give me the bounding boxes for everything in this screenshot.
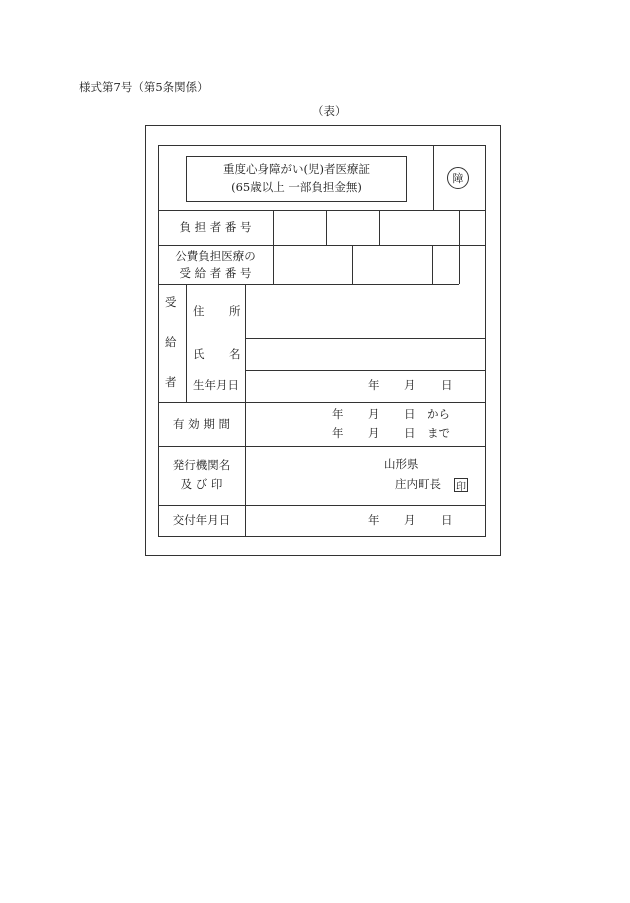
row-divider [158, 505, 486, 506]
validity-from-year: 年 [332, 407, 344, 421]
issuer-official: 庄内町長 [395, 477, 441, 491]
row-divider [158, 284, 459, 285]
digit-divider [459, 210, 460, 284]
validity-to-month: 月 [368, 426, 380, 440]
birthdate-label: 生年月日 [193, 378, 239, 392]
address-label-a: 住 [193, 304, 205, 318]
validity-from-day: 日 [404, 407, 416, 421]
recipient-vertical-3: 者 [165, 375, 177, 389]
issue-date-label: 交付年月日 [172, 513, 231, 527]
validity-label: 有 効 期 間 [173, 417, 230, 431]
recipient-vertical-1: 受 [165, 295, 177, 309]
digit-divider [379, 210, 380, 245]
digit-divider [326, 210, 327, 245]
digit-divider [352, 245, 353, 284]
issue-year-unit: 年 [368, 513, 380, 527]
row-divider [158, 245, 486, 246]
issuer-prefecture: 山形県 [384, 457, 419, 471]
name-label-a: 氏 [193, 347, 205, 361]
birth-month-unit: 月 [404, 378, 416, 392]
value-column-divider [245, 284, 246, 537]
digit-divider [432, 245, 433, 284]
recipient-number-label-1: 公費負担医療の [175, 249, 256, 263]
row-divider [245, 370, 486, 371]
validity-from-month: 月 [368, 407, 380, 421]
recipient-vertical-2: 給 [165, 335, 177, 349]
validity-to-day: 日 [404, 426, 416, 440]
address-label-b: 所 [229, 304, 241, 318]
issue-day-unit: 日 [441, 513, 453, 527]
card-title-line2: (65歳以上 一部負担金無) [231, 180, 362, 194]
row-divider [158, 446, 486, 447]
birth-year-unit: 年 [368, 378, 380, 392]
validity-to-year: 年 [332, 426, 344, 440]
row-divider [245, 338, 486, 339]
form-id: 様式第7号（第5条関係） [79, 80, 209, 94]
title-divider [433, 145, 434, 210]
label-divider [273, 210, 274, 284]
side-label: （表） [312, 104, 347, 118]
validity-to-suffix: まで [427, 426, 450, 440]
payer-number-label: 負 担 者 番 号 [179, 220, 252, 234]
row-divider [158, 210, 486, 211]
recipient-column-divider [186, 284, 187, 402]
disability-badge: 障 [447, 167, 469, 189]
issuer-label-2: 及 び 印 [180, 477, 223, 491]
recipient-number-label-2: 受 給 者 番 号 [179, 266, 252, 280]
row-divider [158, 402, 486, 403]
official-seal-icon: 印 [454, 478, 468, 492]
birth-day-unit: 日 [441, 378, 453, 392]
validity-from-suffix: から [427, 407, 450, 421]
issuer-label-1: 発行機関名 [172, 458, 231, 472]
name-label-b: 名 [229, 347, 241, 361]
issue-month-unit: 月 [404, 513, 416, 527]
card-title-line1: 重度心身障がい(児)者医療証 [223, 162, 370, 176]
